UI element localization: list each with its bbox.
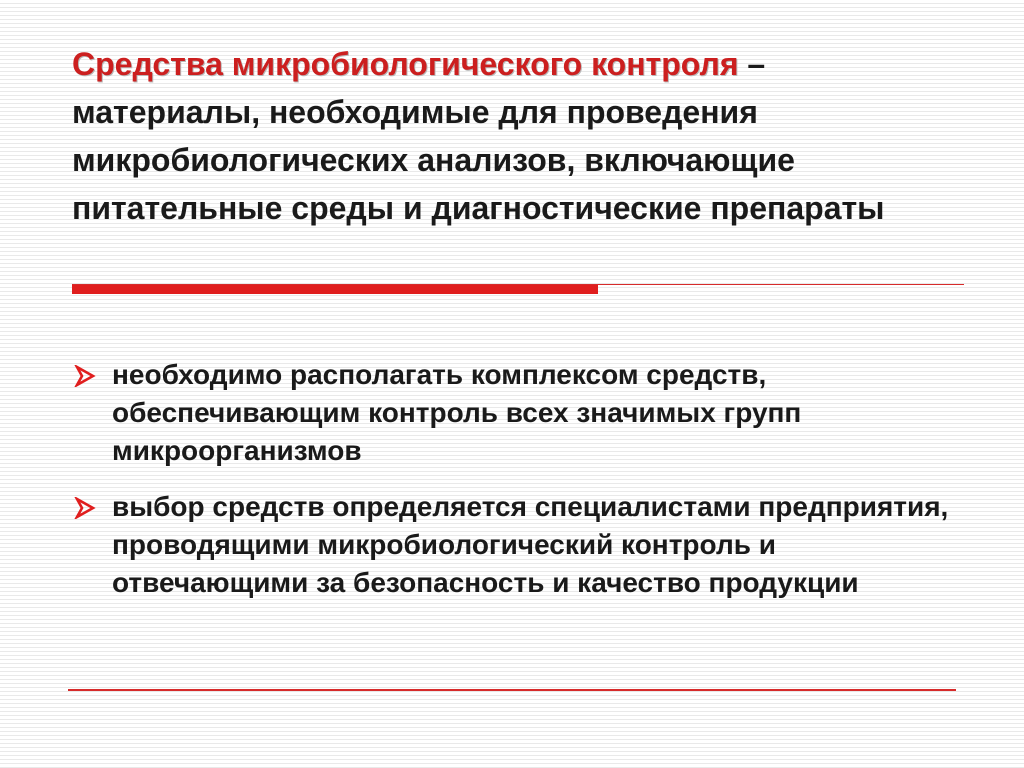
bullet-list — [72, 356, 952, 620]
heading-dash: – — [738, 46, 766, 82]
bullet-item — [72, 356, 952, 470]
heading-definition: материалы, необходимые для проведения микробиологических анализов, включающие питательные среды и диагностические препараты — [72, 94, 885, 226]
bullet-item — [72, 488, 952, 602]
arrow-bullet-icon — [74, 365, 96, 387]
bullet-text: выбор средств определяется специалистами предприятия, проводящими микробиологический контроль и отвечающими за безопасность и качество продукции — [112, 491, 949, 598]
slide-heading — [72, 40, 952, 232]
footer-divider-line — [68, 689, 956, 691]
arrow-bullet-icon — [74, 497, 96, 519]
heading-term: Средства микробиологического контроля — [72, 46, 739, 82]
bullet-text: необходимо располагать комплексом средств, обеспечивающим контроль всех значимых групп микроорганизмов — [112, 359, 802, 466]
divider-thick-bar — [72, 285, 598, 294]
